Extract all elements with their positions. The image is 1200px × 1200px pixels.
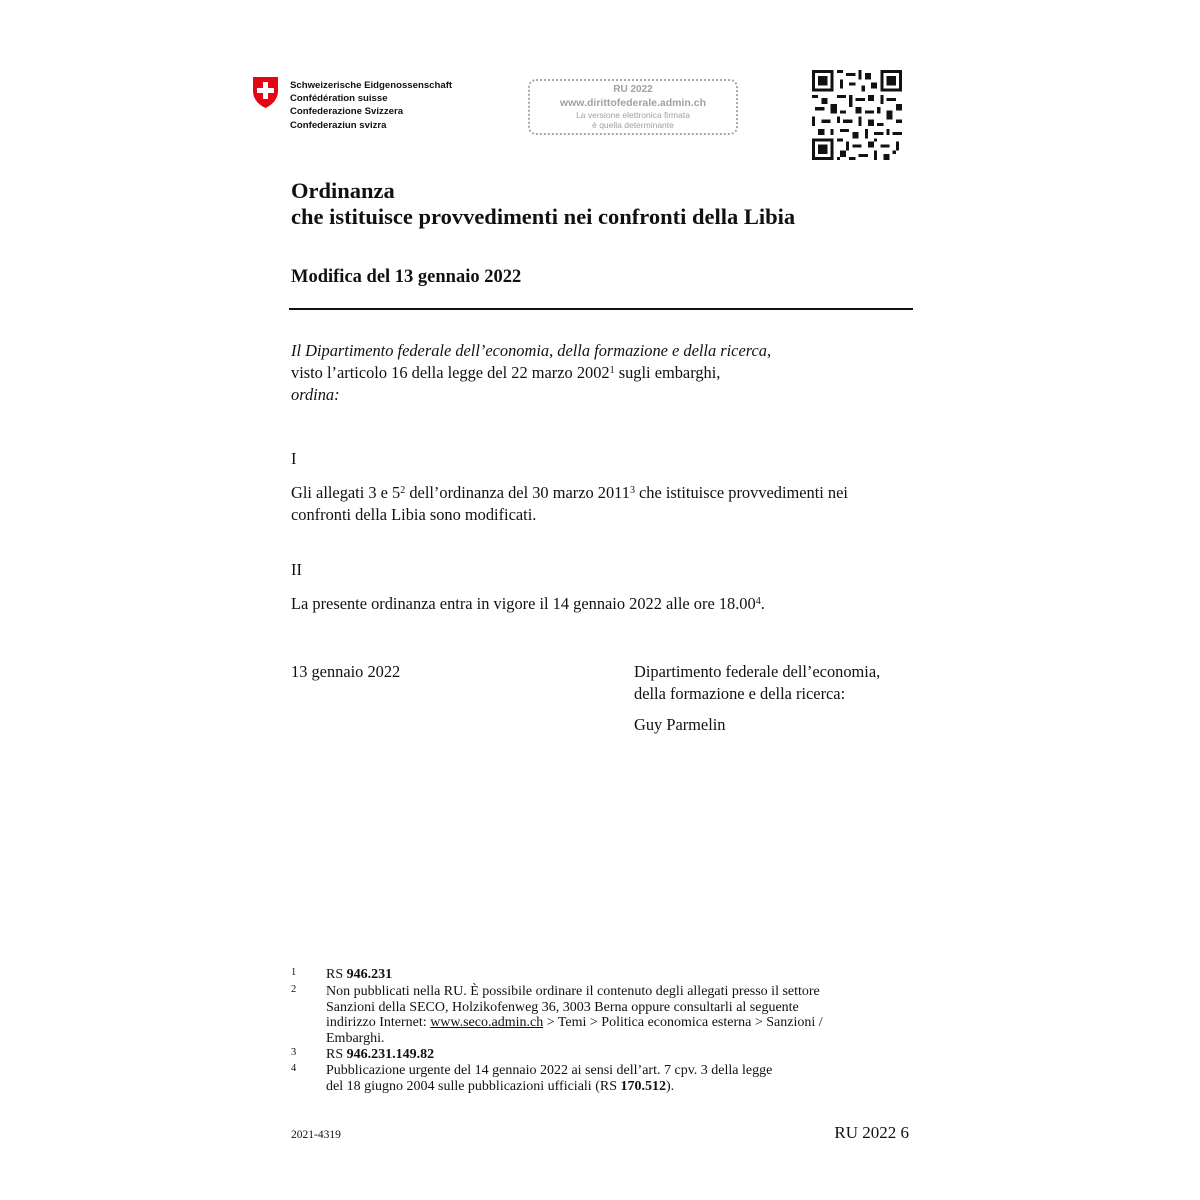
footnote-3-reference: 946.231.149.82 bbox=[346, 1047, 435, 1062]
ordinance-title bbox=[291, 178, 795, 230]
footnote-4-reference: 170.512 bbox=[620, 1078, 666, 1094]
footnote-1-number: 1 bbox=[291, 967, 297, 978]
section-2-end: . bbox=[760, 594, 765, 613]
qr-code-icon bbox=[812, 70, 902, 160]
footnote-2-line3 bbox=[326, 1015, 823, 1031]
stamp-note-line2: è quella determinante bbox=[592, 120, 674, 130]
section-numeral-1: I bbox=[291, 449, 297, 468]
footnote-4-line2 bbox=[326, 1079, 772, 1095]
legal-basis-text: visto l’articolo 16 della legge del 22 marzo 2002 bbox=[291, 363, 610, 382]
preamble bbox=[291, 340, 771, 406]
preamble-decree: ordina: bbox=[291, 385, 340, 404]
section-1-text bbox=[291, 482, 848, 526]
footnote-2-line1: Non pubblicati nella RU. È possibile ordinare il contenuto degli allegati presso il settore bbox=[326, 984, 820, 999]
section-1-part-a: Gli allegati 3 e 5 bbox=[291, 483, 401, 502]
section-1-part-b: dell’ordinanza del 30 marzo 2011 bbox=[405, 483, 630, 502]
footnote-2-number: 2 bbox=[291, 984, 297, 995]
seco-website-link[interactable]: www.seco.admin.ch bbox=[430, 1015, 544, 1031]
page-reference: RU 2022 6 bbox=[834, 1123, 909, 1142]
stamp-note-line1: La versione elettronica firmata bbox=[576, 110, 690, 120]
swiss-cross-icon bbox=[252, 76, 279, 109]
title-line1: Ordinanza bbox=[291, 178, 395, 203]
footnote-3-number: 3 bbox=[291, 1047, 297, 1058]
title-line2: che istituisce provvedimenti nei confronti della Libia bbox=[291, 204, 796, 229]
amendment-subtitle: Modifica del 13 gennaio 2022 bbox=[291, 267, 522, 287]
federation-name-rm: Confederaziun svizra bbox=[290, 119, 387, 131]
footnote-ref-4: 4 bbox=[755, 596, 761, 607]
department-line1: Dipartimento federale dell’economia, bbox=[634, 662, 881, 681]
stamp-website: www.dirittofederale.admin.ch bbox=[559, 97, 707, 109]
signer-name: Guy Parmelin bbox=[634, 715, 726, 734]
section-1-line2: confronti della Libia sono modificati. bbox=[291, 505, 537, 524]
footnote-4-line2-suffix: ). bbox=[665, 1078, 675, 1094]
footnote-ref-2: 2 bbox=[400, 485, 406, 496]
signing-date: 13 gennaio 2022 bbox=[291, 662, 401, 681]
federation-name-de: Schweizerische Eidgenossenschaft bbox=[290, 80, 453, 91]
footnote-4-text bbox=[326, 1063, 772, 1094]
footnote-4-line2-prefix: del 18 giugno 2004 sulle pubblicazioni ufficiali (RS bbox=[326, 1078, 621, 1094]
footnote-2-line3-prefix: indirizzo Internet: bbox=[326, 1015, 431, 1031]
footnote-4-line1: Pubblicazione urgente del 14 gennaio 2022 ai sensi dell’art. 7 cpv. 3 della legge bbox=[326, 1063, 773, 1078]
federation-name-fr: Confédération suisse bbox=[290, 93, 388, 105]
footnote-3-text bbox=[326, 1047, 434, 1063]
footnote-4-number: 4 bbox=[291, 1063, 297, 1074]
footnote-2-line2: Sanzioni della SECO, Holzikofenweg 36, 3003 Berna oppure consultarli al seguente bbox=[326, 999, 799, 1015]
section-1-part-c: che istituisce provvedimenti nei bbox=[634, 483, 848, 502]
footnote-2-text bbox=[326, 984, 823, 1046]
footnote-ref-1: 1 bbox=[609, 365, 615, 376]
footnote-1-prefix: RS bbox=[326, 967, 347, 982]
electronic-signature-stamp bbox=[528, 79, 738, 135]
signing-department bbox=[634, 661, 880, 705]
section-1-line1 bbox=[291, 482, 848, 504]
footnote-1-text bbox=[326, 967, 392, 983]
federation-names bbox=[290, 79, 452, 132]
department-line2: della formazione e della ricerca: bbox=[634, 684, 846, 703]
footnote-2-line4: Embarghi. bbox=[326, 1030, 385, 1046]
section-2-body: La presente ordinanza entra in vigore il 14 gennaio 2022 alle ore 18.00 bbox=[291, 594, 756, 613]
section-2-text bbox=[291, 593, 765, 615]
footnote-2-line3-suffix: > Temi > Politica economica esterna > Sanzioni / bbox=[543, 1015, 823, 1031]
section-numeral-2: II bbox=[291, 560, 302, 579]
legal-basis-end: sugli embarghi, bbox=[614, 363, 721, 382]
federation-name-it: Confederazione Svizzera bbox=[290, 106, 404, 118]
document-code: 2021-4319 bbox=[291, 1129, 341, 1141]
footnote-1-reference: 946.231 bbox=[346, 967, 393, 982]
preamble-legal-basis bbox=[291, 362, 771, 384]
stamp-collection: RU 2022 bbox=[613, 84, 653, 95]
footnote-3-prefix: RS bbox=[326, 1047, 347, 1062]
footnote-ref-3: 3 bbox=[629, 485, 635, 496]
preamble-authority: Il Dipartimento federale dell’economia, della formazione e della ricerca, bbox=[291, 341, 772, 360]
title-divider bbox=[289, 308, 913, 310]
